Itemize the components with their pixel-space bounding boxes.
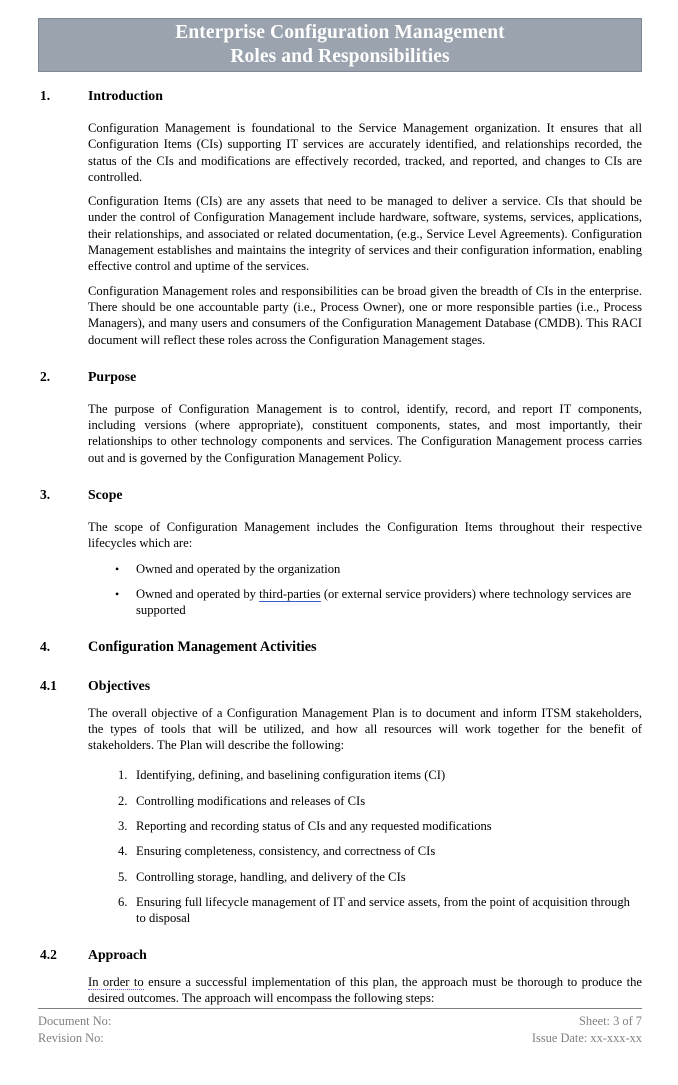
list-item-text: Controlling storage, handling, and delivery of the CIs xyxy=(136,869,406,884)
section-title: Objectives xyxy=(88,677,151,693)
grammar-flagged-text[interactable]: In order to xyxy=(88,974,144,989)
document-body xyxy=(0,86,678,1006)
issue-date: Issue Date: xx-xxx-xx xyxy=(531,1031,642,1045)
bullet-icon: • xyxy=(115,586,120,601)
paragraph-rest: ensure a successful implementation of this plan, the approach must be thorough to produce the desired outcomes. The approach will encompass the following steps: xyxy=(88,974,643,1005)
list-item-text: Reporting and recording status of CIs and any requested modifications xyxy=(136,819,492,834)
list-item xyxy=(40,767,642,783)
list-item xyxy=(40,793,642,809)
section-heading xyxy=(40,86,642,106)
document-title-line-1: Enterprise Configuration Management xyxy=(175,22,505,43)
list-item xyxy=(40,818,642,834)
list-item-text: Owned and operated by the organization xyxy=(136,561,341,576)
section-heading xyxy=(40,676,642,696)
list-item-text: Ensuring completeness, consistency, and correctness of CIs xyxy=(136,844,436,859)
section-title: Purpose xyxy=(88,368,137,384)
grammar-flagged-text[interactable]: third-parties xyxy=(259,586,321,601)
revision-no-label: Revision No: xyxy=(38,1031,104,1045)
list-marker: 1. xyxy=(118,768,128,783)
list-item xyxy=(40,561,642,577)
section-heading xyxy=(40,367,642,387)
list-item xyxy=(40,869,642,885)
section-number: 3. xyxy=(40,487,51,503)
section-objectives xyxy=(0,676,678,927)
section-configuration-management-activities xyxy=(0,637,678,657)
list-marker: 2. xyxy=(118,793,128,808)
list-marker: 3. xyxy=(118,819,128,834)
section-number: 4. xyxy=(40,638,51,654)
section-approach xyxy=(0,945,678,1007)
paragraph: Configuration Items (CIs) are any assets that need to be managed to deliver a service. CIs that should be under the control of Configuration Management include hardware, software, systems, services, applications, their relationships, and associated or related documentation, (e.g., Service Level Agreements). Configuration Management establishes and maintains the integrity of services and their configuration information, enabling effective control and uptime of the services. xyxy=(88,194,642,274)
section-title: Configuration Management Activities xyxy=(88,638,317,655)
section-number: 4.1 xyxy=(40,677,57,693)
section-heading xyxy=(40,485,642,505)
list-marker: 6. xyxy=(118,894,128,909)
list-marker: 4. xyxy=(118,844,128,859)
section-title: Scope xyxy=(88,487,123,503)
section-number: 1. xyxy=(40,88,51,103)
list-item-text: Controlling modifications and releases of CIs xyxy=(136,793,366,808)
section-scope xyxy=(0,485,678,618)
section-title: Introduction xyxy=(88,88,163,103)
sheet-number: Sheet: 3 of 7 xyxy=(579,1014,642,1028)
page-footer xyxy=(38,1008,642,1047)
list-item-text: Identifying, defining, and baselining configuration items (CI) xyxy=(136,768,446,783)
section-number: 4.2 xyxy=(40,946,57,962)
bullet-icon: • xyxy=(115,561,120,576)
section-heading xyxy=(40,945,642,965)
document-no-label: Document No: xyxy=(38,1014,112,1028)
scope-bullet-list xyxy=(40,561,642,619)
paragraph: Configuration Management is foundational to the Service Management organization. It ensures that all Configuration Items (CIs) supporting IT services are accurately identified, and relationships recorded, the status of the CIs and modifications are effectively recorded, tracked, and reported, and changes to CIs are controlled. xyxy=(88,121,642,184)
section-purpose xyxy=(0,367,678,466)
footer-row-bottom xyxy=(38,1030,642,1047)
list-item-text-pre: Owned and operated by xyxy=(136,586,260,601)
list-item xyxy=(40,894,642,927)
section-number: 2. xyxy=(40,368,51,384)
list-marker: 5. xyxy=(118,869,128,884)
document-title-line-2: Roles and Responsibilities xyxy=(230,46,450,67)
paragraph: The purpose of Configuration Management is to control, identify, record, and report IT components, including versions (where appropriate), constituent components, states, and most importantly, their relationships to other technology components and services. The Configuration Management process carries out and is governed by the Configuration Management Policy. xyxy=(88,401,642,465)
list-item xyxy=(40,586,642,619)
list-item-text: Ensuring full lifecycle management of IT and service assets, from the point of acquisition through to disposal xyxy=(136,894,630,926)
paragraph: The overall objective of a Configuration Management Plan is to document and inform ITSM stakeholders, the types of tools that will be utilized, and how all resources will work together for the benefit of stakeholders. The Plan will describe the following: xyxy=(88,705,642,753)
document-title-banner xyxy=(38,18,642,72)
list-item-text-post: (or external service providers) where technology services are supported xyxy=(136,586,632,618)
footer-row-top xyxy=(38,1013,642,1030)
objectives-numbered-list xyxy=(40,767,642,926)
footer-content xyxy=(38,1009,642,1047)
paragraph: Configuration Management roles and responsibilities can be broad given the breadth of CIs in the enterprise. There should be one accountable party (i.e., Process Owner), one or more responsible parties (i.e., Process Managers), and many users and consumers of the Configuration Management Database (CMDB). This RACI document will reflect these roles across the Configuration Management stages. xyxy=(88,283,642,347)
list-item xyxy=(40,843,642,859)
section-heading xyxy=(40,637,642,657)
section-introduction xyxy=(0,86,678,348)
paragraph: The scope of Configuration Management includes the Configuration Items throughout their respective lifecycles which are: xyxy=(88,520,642,551)
paragraph xyxy=(40,974,642,1007)
section-title: Approach xyxy=(88,946,147,962)
